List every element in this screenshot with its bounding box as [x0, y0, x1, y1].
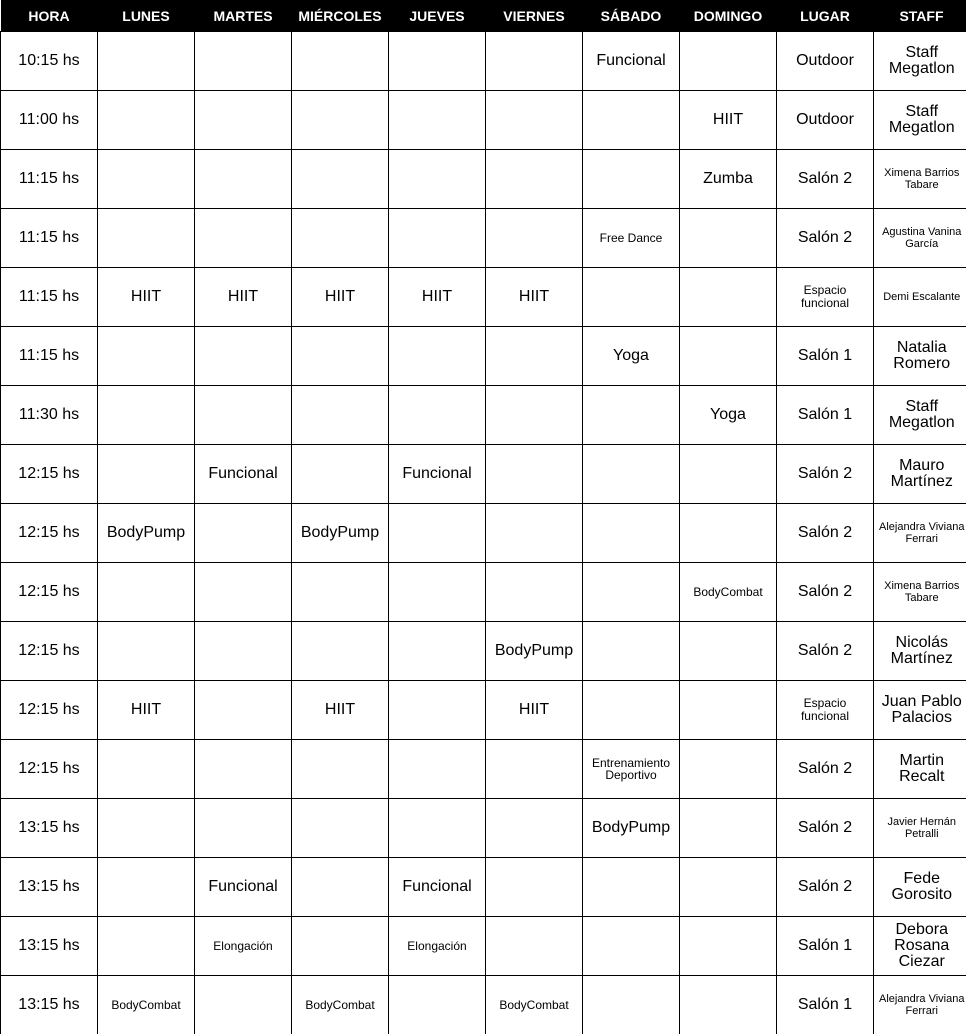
class-cell-domingo: Yoga — [680, 386, 777, 445]
class-cell-lunes — [98, 32, 195, 91]
class-cell-miercoles — [292, 386, 389, 445]
class-cell-sabado: BodyPump — [583, 799, 680, 858]
class-cell-jueves — [389, 150, 486, 209]
class-cell-domingo: BodyCombat — [680, 563, 777, 622]
lugar-cell: Espacio funcional — [777, 681, 874, 740]
lugar-cell: Salón 1 — [777, 917, 874, 976]
lugar-cell: Salón 2 — [777, 150, 874, 209]
hora-cell: 12:15 hs — [1, 740, 98, 799]
class-cell-domingo — [680, 976, 777, 1034]
class-cell-lunes: BodyPump — [98, 504, 195, 563]
class-cell-viernes: BodyCombat — [486, 976, 583, 1034]
class-cell-lunes — [98, 858, 195, 917]
lugar-cell: Salón 2 — [777, 445, 874, 504]
lugar-cell: Salón 2 — [777, 504, 874, 563]
class-cell-domingo — [680, 504, 777, 563]
header-lugar: LUGAR — [777, 0, 874, 32]
staff-cell: Staff Megatlon — [874, 32, 966, 91]
class-cell-domingo — [680, 858, 777, 917]
header-martes: MARTES — [195, 0, 292, 32]
lugar-cell: Salón 2 — [777, 858, 874, 917]
header-hora: HORA — [1, 0, 98, 32]
class-cell-viernes — [486, 91, 583, 150]
class-cell-martes — [195, 740, 292, 799]
class-cell-miercoles: HIIT — [292, 681, 389, 740]
class-cell-sabado: Funcional — [583, 32, 680, 91]
class-cell-sabado: Entrenamiento Deportivo — [583, 740, 680, 799]
class-cell-sabado — [583, 445, 680, 504]
class-cell-lunes: BodyCombat — [98, 976, 195, 1034]
class-cell-sabado — [583, 858, 680, 917]
class-cell-miercoles — [292, 209, 389, 268]
class-cell-sabado — [583, 917, 680, 976]
lugar-cell: Outdoor — [777, 32, 874, 91]
header-row — [1, 0, 966, 32]
lugar-cell: Salón 2 — [777, 622, 874, 681]
table-row — [1, 445, 966, 504]
class-cell-miercoles — [292, 740, 389, 799]
class-cell-martes: Funcional — [195, 445, 292, 504]
lugar-cell: Salón 2 — [777, 209, 874, 268]
class-cell-domingo — [680, 917, 777, 976]
class-cell-jueves: Funcional — [389, 445, 486, 504]
staff-cell: Mauro Martínez — [874, 445, 966, 504]
class-cell-martes — [195, 91, 292, 150]
class-cell-sabado — [583, 681, 680, 740]
staff-cell: Martin Recalt — [874, 740, 966, 799]
class-cell-lunes — [98, 445, 195, 504]
staff-cell: Demi Escalante — [874, 268, 966, 327]
class-cell-jueves: HIIT — [389, 268, 486, 327]
hora-cell: 11:15 hs — [1, 327, 98, 386]
class-cell-domingo — [680, 740, 777, 799]
class-cell-martes — [195, 386, 292, 445]
class-cell-lunes — [98, 799, 195, 858]
header-viernes: VIERNES — [486, 0, 583, 32]
lugar-cell: Salón 2 — [777, 740, 874, 799]
class-cell-miercoles — [292, 917, 389, 976]
class-cell-martes — [195, 209, 292, 268]
class-cell-martes — [195, 327, 292, 386]
class-cell-viernes — [486, 209, 583, 268]
table-row — [1, 858, 966, 917]
table-row — [1, 740, 966, 799]
class-cell-viernes — [486, 799, 583, 858]
staff-cell: Alejandra Viviana Ferrari — [874, 504, 966, 563]
class-cell-lunes: HIIT — [98, 681, 195, 740]
schedule-body — [1, 32, 966, 1034]
header-lunes: LUNES — [98, 0, 195, 32]
class-cell-viernes — [486, 150, 583, 209]
class-cell-martes — [195, 504, 292, 563]
header-miercoles: MIÉRCOLES — [292, 0, 389, 32]
class-cell-viernes — [486, 386, 583, 445]
header-sabado: SÁBADO — [583, 0, 680, 32]
hora-cell: 13:15 hs — [1, 976, 98, 1034]
table-row — [1, 799, 966, 858]
class-cell-sabado: Free Dance — [583, 209, 680, 268]
hora-cell: 13:15 hs — [1, 858, 98, 917]
class-cell-viernes — [486, 858, 583, 917]
staff-cell: Staff Megatlon — [874, 386, 966, 445]
class-cell-sabado: Yoga — [583, 327, 680, 386]
class-cell-viernes: BodyPump — [486, 622, 583, 681]
class-cell-miercoles — [292, 799, 389, 858]
class-cell-jueves — [389, 32, 486, 91]
class-cell-jueves: Elongación — [389, 917, 486, 976]
hora-cell: 11:30 hs — [1, 386, 98, 445]
class-cell-martes: HIIT — [195, 268, 292, 327]
class-cell-domingo: HIIT — [680, 91, 777, 150]
class-cell-viernes — [486, 563, 583, 622]
hora-cell: 12:15 hs — [1, 445, 98, 504]
class-cell-domingo — [680, 799, 777, 858]
hora-cell: 12:15 hs — [1, 504, 98, 563]
class-cell-lunes — [98, 622, 195, 681]
hora-cell: 11:15 hs — [1, 209, 98, 268]
staff-cell: Ximena Barrios Tabare — [874, 563, 966, 622]
class-cell-sabado — [583, 504, 680, 563]
class-cell-jueves — [389, 563, 486, 622]
class-cell-martes — [195, 799, 292, 858]
class-cell-miercoles — [292, 91, 389, 150]
class-cell-lunes — [98, 91, 195, 150]
table-row — [1, 268, 966, 327]
hora-cell: 11:00 hs — [1, 91, 98, 150]
class-cell-miercoles: HIIT — [292, 268, 389, 327]
class-cell-jueves — [389, 209, 486, 268]
lugar-cell: Salón 1 — [777, 327, 874, 386]
hora-cell: 12:15 hs — [1, 563, 98, 622]
hora-cell: 13:15 hs — [1, 799, 98, 858]
class-cell-viernes — [486, 327, 583, 386]
class-cell-miercoles: BodyCombat — [292, 976, 389, 1034]
class-cell-viernes — [486, 32, 583, 91]
class-cell-viernes — [486, 445, 583, 504]
class-cell-martes — [195, 563, 292, 622]
class-cell-viernes: HIIT — [486, 268, 583, 327]
table-row — [1, 386, 966, 445]
staff-cell: Juan Pablo Palacios — [874, 681, 966, 740]
staff-cell: Alejandra Viviana Ferrari — [874, 976, 966, 1034]
table-row — [1, 504, 966, 563]
class-cell-sabado — [583, 150, 680, 209]
class-cell-domingo — [680, 268, 777, 327]
staff-cell: Staff Megatlon — [874, 91, 966, 150]
class-cell-miercoles — [292, 150, 389, 209]
class-cell-jueves — [389, 622, 486, 681]
class-cell-lunes — [98, 563, 195, 622]
staff-cell: Agustina Vanina García — [874, 209, 966, 268]
class-cell-domingo — [680, 209, 777, 268]
class-cell-lunes — [98, 740, 195, 799]
class-cell-sabado — [583, 976, 680, 1034]
staff-cell: Javier Hernán Petralli — [874, 799, 966, 858]
class-cell-martes — [195, 681, 292, 740]
class-cell-miercoles — [292, 622, 389, 681]
class-cell-lunes — [98, 209, 195, 268]
class-cell-viernes — [486, 740, 583, 799]
class-cell-jueves — [389, 799, 486, 858]
class-cell-sabado — [583, 91, 680, 150]
class-cell-martes — [195, 150, 292, 209]
table-row — [1, 327, 966, 386]
header-jueves: JUEVES — [389, 0, 486, 32]
class-cell-lunes: HIIT — [98, 268, 195, 327]
class-cell-jueves — [389, 976, 486, 1034]
staff-cell: Nicolás Martínez — [874, 622, 966, 681]
table-row — [1, 209, 966, 268]
class-cell-lunes — [98, 386, 195, 445]
class-cell-martes: Elongación — [195, 917, 292, 976]
class-cell-martes — [195, 622, 292, 681]
table-row — [1, 622, 966, 681]
class-cell-jueves: Funcional — [389, 858, 486, 917]
table-row — [1, 91, 966, 150]
class-cell-lunes — [98, 327, 195, 386]
lugar-cell: Outdoor — [777, 91, 874, 150]
class-cell-jueves — [389, 681, 486, 740]
hora-cell: 11:15 hs — [1, 150, 98, 209]
schedule-header — [1, 0, 966, 32]
class-cell-lunes — [98, 150, 195, 209]
hora-cell: 11:15 hs — [1, 268, 98, 327]
class-cell-miercoles: BodyPump — [292, 504, 389, 563]
hora-cell: 10:15 hs — [1, 32, 98, 91]
table-row — [1, 976, 966, 1034]
header-staff: STAFF — [874, 0, 966, 32]
lugar-cell: Espacio funcional — [777, 268, 874, 327]
lugar-cell: Salón 2 — [777, 563, 874, 622]
staff-cell: Fede Gorosito — [874, 858, 966, 917]
class-cell-sabado — [583, 622, 680, 681]
class-cell-miercoles — [292, 563, 389, 622]
class-cell-domingo — [680, 327, 777, 386]
class-cell-miercoles — [292, 445, 389, 504]
staff-cell: Natalia Romero — [874, 327, 966, 386]
class-cell-martes: Funcional — [195, 858, 292, 917]
lugar-cell: Salón 1 — [777, 976, 874, 1034]
class-cell-miercoles — [292, 327, 389, 386]
class-cell-viernes — [486, 504, 583, 563]
hora-cell: 12:15 hs — [1, 681, 98, 740]
class-cell-sabado — [583, 268, 680, 327]
class-cell-domingo: Zumba — [680, 150, 777, 209]
class-cell-sabado — [583, 563, 680, 622]
table-row — [1, 150, 966, 209]
header-domingo: DOMINGO — [680, 0, 777, 32]
table-row — [1, 917, 966, 976]
class-cell-viernes: HIIT — [486, 681, 583, 740]
class-cell-jueves — [389, 386, 486, 445]
table-row — [1, 681, 966, 740]
class-cell-domingo — [680, 622, 777, 681]
class-cell-viernes — [486, 917, 583, 976]
hora-cell: 13:15 hs — [1, 917, 98, 976]
table-row — [1, 32, 966, 91]
class-cell-martes — [195, 32, 292, 91]
class-cell-miercoles — [292, 32, 389, 91]
staff-cell: Ximena Barrios Tabare — [874, 150, 966, 209]
class-cell-martes — [195, 976, 292, 1034]
lugar-cell: Salón 2 — [777, 799, 874, 858]
class-cell-miercoles — [292, 858, 389, 917]
class-cell-domingo — [680, 445, 777, 504]
lugar-cell: Salón 1 — [777, 386, 874, 445]
class-cell-jueves — [389, 327, 486, 386]
class-cell-sabado — [583, 386, 680, 445]
class-cell-lunes — [98, 917, 195, 976]
class-cell-jueves — [389, 91, 486, 150]
table-row — [1, 563, 966, 622]
class-cell-jueves — [389, 504, 486, 563]
hora-cell: 12:15 hs — [1, 622, 98, 681]
class-cell-domingo — [680, 32, 777, 91]
staff-cell: Debora Rosana Ciezar — [874, 917, 966, 976]
class-cell-domingo — [680, 681, 777, 740]
class-cell-jueves — [389, 740, 486, 799]
